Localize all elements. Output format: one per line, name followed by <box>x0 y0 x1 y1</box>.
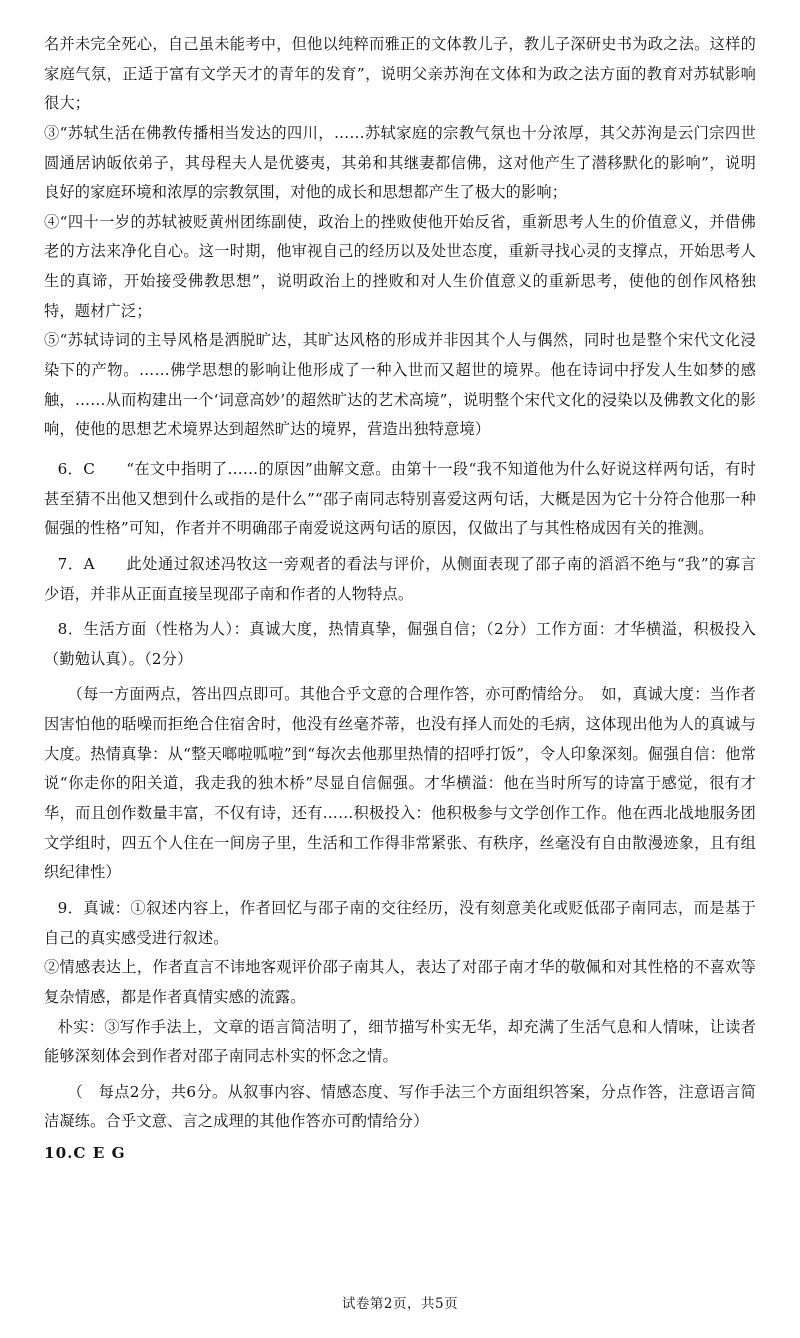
answer-6: 6．C “在文中指明了……的原因”曲解文意。由第十一段“我不知道他为什么好说这样两句话，有时甚至猜不出他又想到什么或指的是什么”“邵子南同志特别喜爱这两句话，大概是因为它十分符合他那一种倔强的性格”可知，作者并不明确邵子南爱说这两句话的原因，仅做出了与其性格成因有关的推测。 <box>44 459 756 538</box>
page-footer: 试卷第2页，共5页 <box>341 1296 459 1312</box>
paragraph-item-5: ⑤“苏轼诗词的主导风格是洒脱旷达，其旷达风格的形成并非因其个人与偶然，同时也是整个宋代文化浸染下的产物。……佛学思想的影响让他形成了一种入世而又超世的境界。他在诗词中抒发人生如梦的感触，……从而构建出一个‘词意高妙’的超然旷达的艺术高境”，说明整个宋代文化的浸染以及佛教文化的影响，使他的思想艺术境界达到超然旷达的境界，营造出独特意境） <box>44 331 756 439</box>
answer-9-b: ②情感表达上，作者直言不讳地客观评价邵子南其人，表达了对邵子南才华的敬佩和对其性格的不喜欢等复杂情感，都是作者真情实感的流露。 <box>44 958 756 1006</box>
spacer <box>44 445 756 455</box>
answer-9-note: （ 每点2分，共6分。从叙事内容、情感态度、写作手法三个方面组织答案，分点作答，注意语言简洁凝练。合乎文意、言之成理的其他作答亦可酌情给分） <box>44 1082 756 1131</box>
answer-9-a: 9．真诚：①叙述内容上，作者回忆与邵子南的交往经历，没有刻意美化或贬低邵子南同志，而是基于自己的真实感受进行叙述。 <box>44 898 756 947</box>
answer-8-note: （每一方面两点，答出四点即可。其他合乎文意的合理作答，亦可酌情给分。 如，真诚大度：当作者因害怕他的聒噪而拒绝合住宿舍时，他没有丝毫芥蒂，也没有择人而处的毛病，这体现出他为人的真诚与大度。热情真挚：从“整天啷啦呱啦”到“每次去他那里热情的招呼打饭”，令人印象深刻。倔强自信：他常说“你走你的阳关道，我走我的独木桥”尽显自信倔强。才华横溢：他在当时所写的诗富于感觉，很有才华，而且创作数量丰富，不仅有诗，还有……积极投入：他积极参与文学创作工作。他在西北战地服务团文学组时，四五个人住在一间房子里，生活和工作得非常紧张、有秩序，丝毫没有自由散漫迹象，且有组织纪律性） <box>44 685 756 882</box>
answer-10: 10.C E G <box>44 1144 126 1163</box>
paragraph-item-3: ③“苏轼生活在佛教传播相当发达的四川，……苏轼家庭的宗教气氛也十分浓厚，其父苏洵是云门宗四世圆通居讷皈依弟子，其母程夫人是优婆夷，其弟和其继妻都信佛，这对他产生了潜移默化的影响”，说明良好的家庭环境和浓厚的宗教氛围，对他的成长和思想都产生了极大的影响； <box>44 123 756 202</box>
document-body <box>44 30 756 1169</box>
answer-7: 7．A 此处通过叙述冯牧这一旁观者的看法与评价，从侧面表现了邵子南的滔滔不绝与“我”的寡言少语，并非从正面直接呈现邵子南和作者的人物特点。 <box>44 554 756 603</box>
answer-8: 8．生活方面（性格为人）：真诚大度，热情真挚，倔强自信；（2分）工作方面：才华横溢，积极投入（勤勉认真）。（2分） <box>44 620 756 668</box>
paragraph-continued: 名并未完全死心，自己虽未能考中，但他以纯粹而雅正的文体教儿子，教儿子深研史书为政之法。这样的家庭气氛，正适于富有文学天才的青年的发育”，说明父亲苏洵在文体和为政之法方面的教育对苏轼影响很大； <box>44 35 756 113</box>
paragraph-item-4: ④“四十一岁的苏轼被贬黄州团练副使，政治上的挫败使他开始反省，重新思考人生的价值意义，并借佛老的方法来净化自心。这一时期，他审视自己的经历以及处世态度，重新寻找心灵的支撑点，开始思考人生的真谛，开始接受佛教思想”，说明政治上的挫败和对人生价值意义的重新思考，使他的创作风格独特，题材广泛； <box>44 212 756 320</box>
answer-9-c: 朴实：③写作手法上，文章的语言简洁明了，细节描写朴实无华，却充满了生活气息和人情味，让读者能够深刻体会到作者对邵子南同志朴实的怀念之情。 <box>44 1017 756 1066</box>
